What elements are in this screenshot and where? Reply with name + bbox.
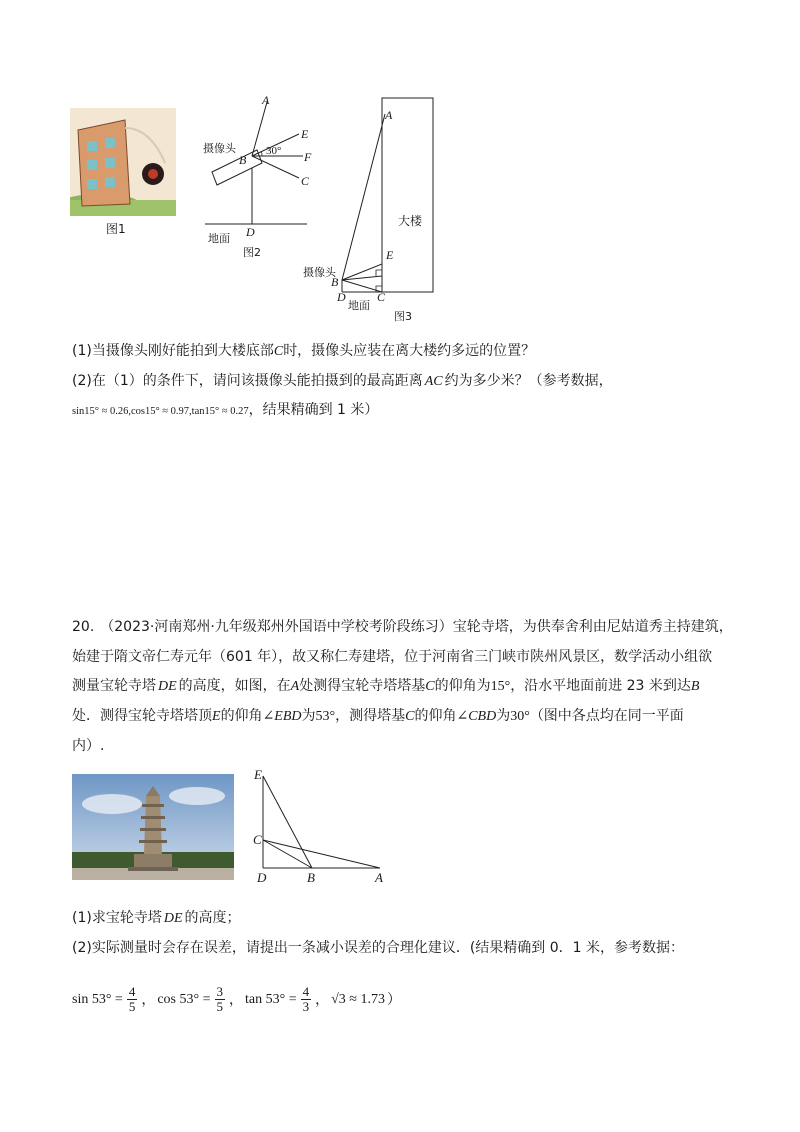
q19-ref-data: sin15° ≈ 0.26,cos15° ≈ 0.97,tan15° ≈ 0.27，结果精确到 1 米） — [72, 402, 379, 418]
figure-1 — [70, 108, 176, 216]
fig20-label-a: A — [375, 870, 383, 885]
fig2-camera-label: 摄像头 — [203, 142, 236, 155]
fig2-label-a: A — [262, 93, 270, 107]
fig3-label-a: A — [385, 108, 393, 122]
fig20-label-b: B — [307, 870, 315, 885]
figure-q20 — [250, 768, 390, 888]
sin-fraction: $\frac{4}{5}$ — [128, 984, 136, 1014]
tan-fraction: $\frac{4}{3}$ — [302, 984, 310, 1014]
q20-line5: 内）. — [72, 738, 105, 754]
figure-1-illustration — [70, 108, 176, 216]
figure-3-diagram — [330, 92, 440, 302]
fig20-label-e: E — [254, 767, 262, 782]
question-number: 20. — [72, 619, 95, 635]
fig2-label-f: F — [304, 150, 312, 164]
q20-part2: (2)实际测量时会存在误差，请提出一条减小误差的合理化建议．(结果精确到 0．1 米，参考数据： — [72, 940, 685, 956]
fig2-label-d: D — [246, 225, 255, 239]
figure-3-caption: 图3 — [394, 310, 412, 323]
fig3-label-e: E — [386, 248, 394, 262]
pagoda-photo — [72, 774, 234, 880]
fig3-label-d: D — [337, 290, 346, 304]
cos-fraction: $\frac{3}{5}$ — [216, 984, 223, 1014]
fig3-label-c: C — [377, 290, 386, 304]
fig3-ground-label: 地面 — [348, 299, 370, 312]
fig3-camera-label: 摄像头 — [303, 266, 336, 279]
q19-part1: (1)当摄像头刚好能拍到大楼底部C时，摄像头应装在离大楼约多远的位置？ — [72, 343, 536, 359]
figure-q20-diagram — [250, 768, 390, 888]
figure-1-caption: 图1 — [106, 222, 126, 236]
q20-reference-data: sin 53° = $\frac{4}{5}$ ， cos 53° = $\frac{3}{5}$ ， tan 53° = $\frac{4}{3}$ ， √3 ≈ 1.73 ） — [72, 984, 401, 1014]
figure-2-caption: 图2 — [243, 246, 261, 259]
q19-part2: (2)在（1）的条件下，请问该摄像头能拍摄到的最高距离 AC 约为多少米？（参考数据， — [72, 373, 613, 389]
q20-part1: (1)求宝轮寺塔 DE 的高度； — [72, 910, 241, 926]
figure-3 — [330, 92, 440, 302]
fig20-label-d: D — [257, 870, 267, 885]
fig2-ground-label: 地面 — [208, 232, 230, 245]
fig2-label-e: E — [301, 127, 309, 141]
fig2-angle-label: 30° — [266, 145, 282, 157]
fig3-label-b: B — [331, 275, 339, 289]
q20-line1: 20. （2023·河南郑州·九年级郑州外国语中学校考阶段练习）宝轮寺塔，为供奉舍利由尼姑道秀主持建筑， — [72, 619, 733, 635]
pagoda-photo-image — [72, 774, 234, 880]
fig20-label-c: C — [253, 832, 262, 847]
fig2-label-b: B — [239, 153, 247, 167]
q20-line4: 处．测得宝轮寺塔塔顶E的仰角∠EBD为53°，测得塔基C的仰角∠CBD为30°（图中各点均在同一平面 — [72, 708, 684, 724]
fig2-label-c: C — [301, 174, 310, 188]
q20-line2: 始建于隋文帝仁寿元年（601 年），故又称仁寿建塔，位于河南省三门峡市陕州风景区，数学活动小组欲 — [72, 649, 713, 665]
fig3-building-label: 大楼 — [398, 214, 423, 228]
q20-line3: 测量宝轮寺塔 DE 的高度，如图，在A处测得宝轮寺塔塔基C的仰角为15°，沿水平地面前进 23 米到达B — [72, 678, 700, 694]
